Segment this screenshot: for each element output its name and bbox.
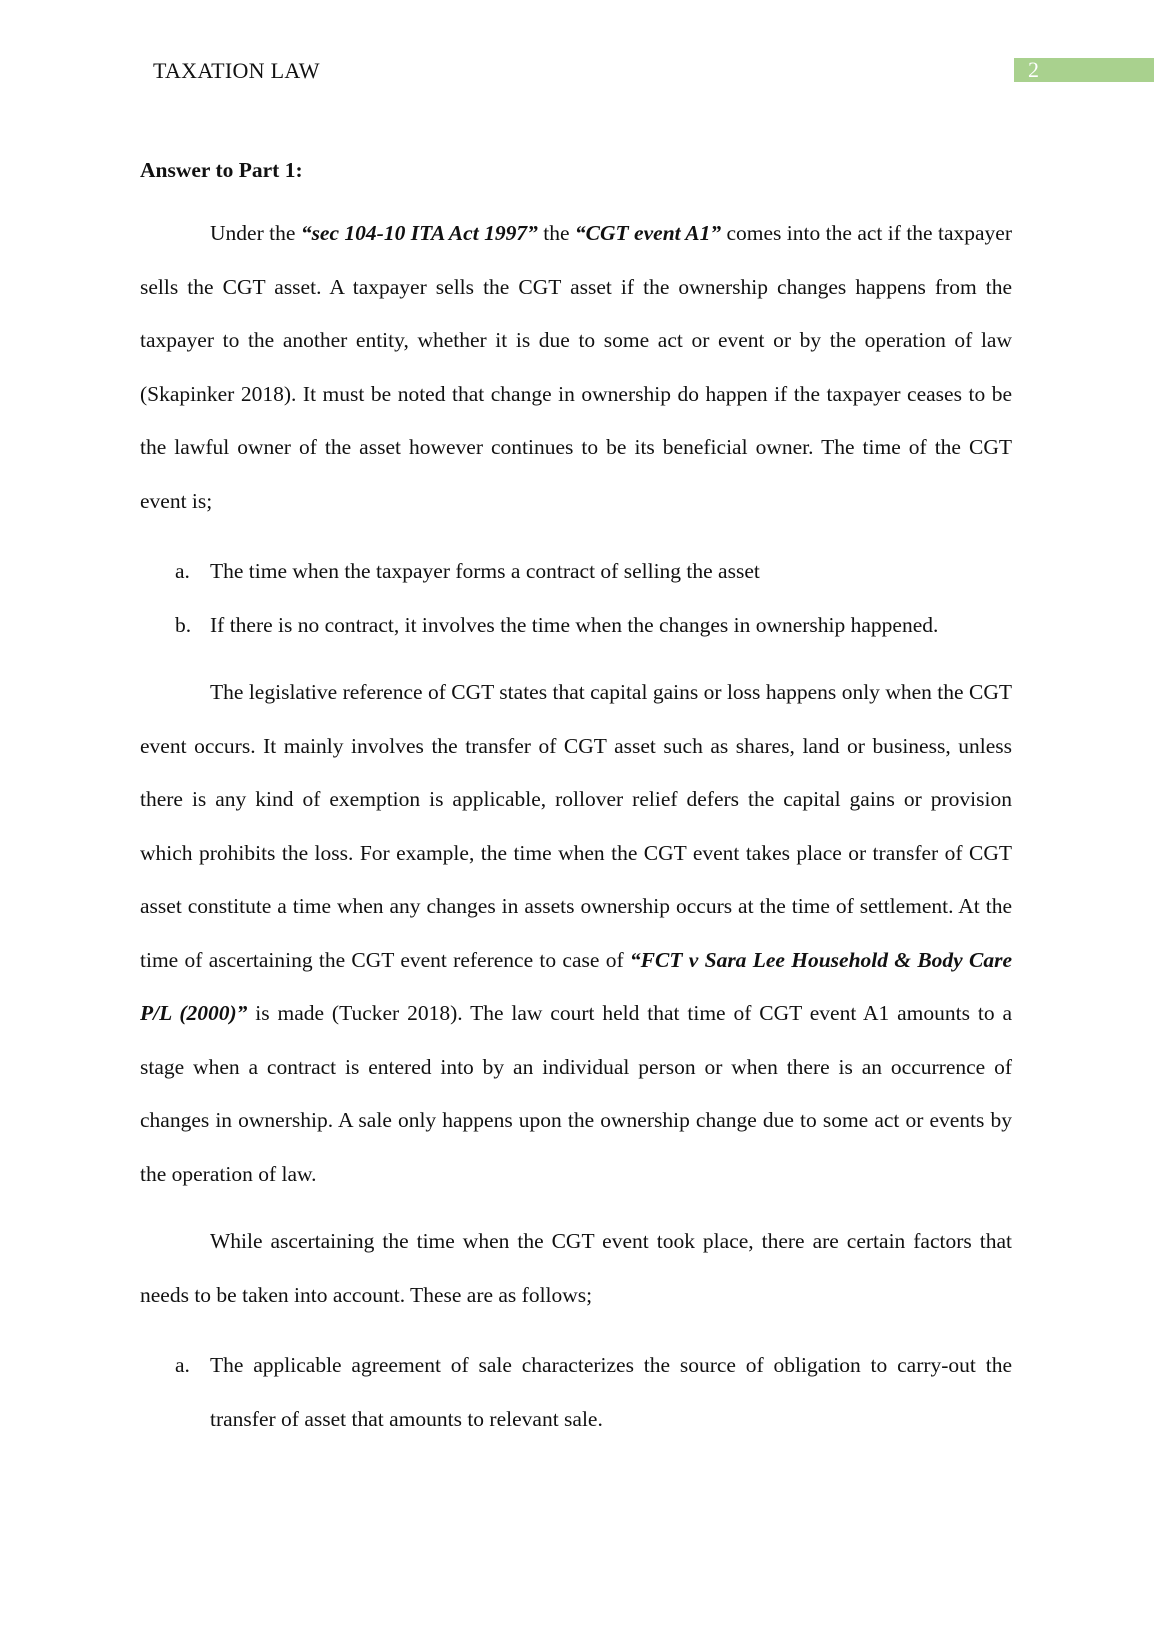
paragraph-text: The legislative reference of CGT states that capital gains or loss happens only when the CGT event occurs. It mainly involves the transfer of CGT asset such as shares, land or business, unless there is any kind of exemption is applicable, rollover relief defers the capital gains or provision which prohibits the loss. For example, the time when the CGT event takes place or transfer of CGT asset constitute a time when any changes in assets ownership occurs at the time of settlement. At the time of ascertaining the CGT event reference to case of xyxy=(140,680,1012,972)
paragraph-1 xyxy=(140,207,1012,528)
list-item xyxy=(140,1339,1012,1446)
list-marker: b. xyxy=(175,612,192,637)
section-heading: Answer to Part 1: xyxy=(140,158,303,182)
paragraph-text: Under the xyxy=(210,221,301,245)
list-item xyxy=(140,599,1012,653)
paragraph-text: is made (Tucker 2018). The law court held that time of CGT event A1 amounts to a stage when a contract is entered into by an individual person or when there is an occurrence of changes in ownership. A sale only happens upon the ownership change due to some act or events by the operation of law. xyxy=(140,1001,1012,1186)
paragraph-text: comes into the act if the taxpayer sells the CGT asset. A taxpayer sells the CGT asset if the ownership changes happens from the taxpayer to the another entity, whether it is due to some act or event or by the operation of law (Skapinker 2018). It must be noted that change in ownership do happen if the taxpayer ceases to be the lawful owner of the asset however continues to be its beneficial owner. The time of the CGT event is; xyxy=(140,221,1013,513)
paragraph-2 xyxy=(140,666,1012,1201)
cgt-event-time-list xyxy=(140,545,1012,652)
statute-citation: “sec 104-10 ITA Act 1997” xyxy=(300,221,538,245)
header-title: TAXATION LAW xyxy=(153,58,320,83)
factors-list xyxy=(140,1339,1012,1446)
page-number: 2 xyxy=(1028,57,1039,82)
document-body xyxy=(140,155,1012,1446)
paragraph-text: the xyxy=(537,221,575,245)
event-citation: “CGT event A1” xyxy=(574,221,722,245)
case-citation: “FCT v Sara Lee Household & Body Care P/L (2000)” xyxy=(140,947,1012,1025)
list-item-text: If there is no contract, it involves the time when the changes in ownership happened. xyxy=(210,612,939,637)
list-item-text: The applicable agreement of sale characterizes the source of obligation to carry-out the transfer of asset that amounts to relevant sale. xyxy=(210,1353,1012,1431)
paragraph-text: While ascertaining the time when the CGT event took place, there are certain factors that needs to be taken into account. These are as follows; xyxy=(140,1229,1012,1307)
list-marker: a. xyxy=(175,559,190,583)
list-item-text: The time when the taxpayer forms a contract of selling the asset xyxy=(210,559,760,583)
page-number-box xyxy=(1014,58,1154,82)
list-item xyxy=(140,545,1012,599)
list-marker: a. xyxy=(175,1353,190,1377)
paragraph-3 xyxy=(140,1215,1012,1322)
